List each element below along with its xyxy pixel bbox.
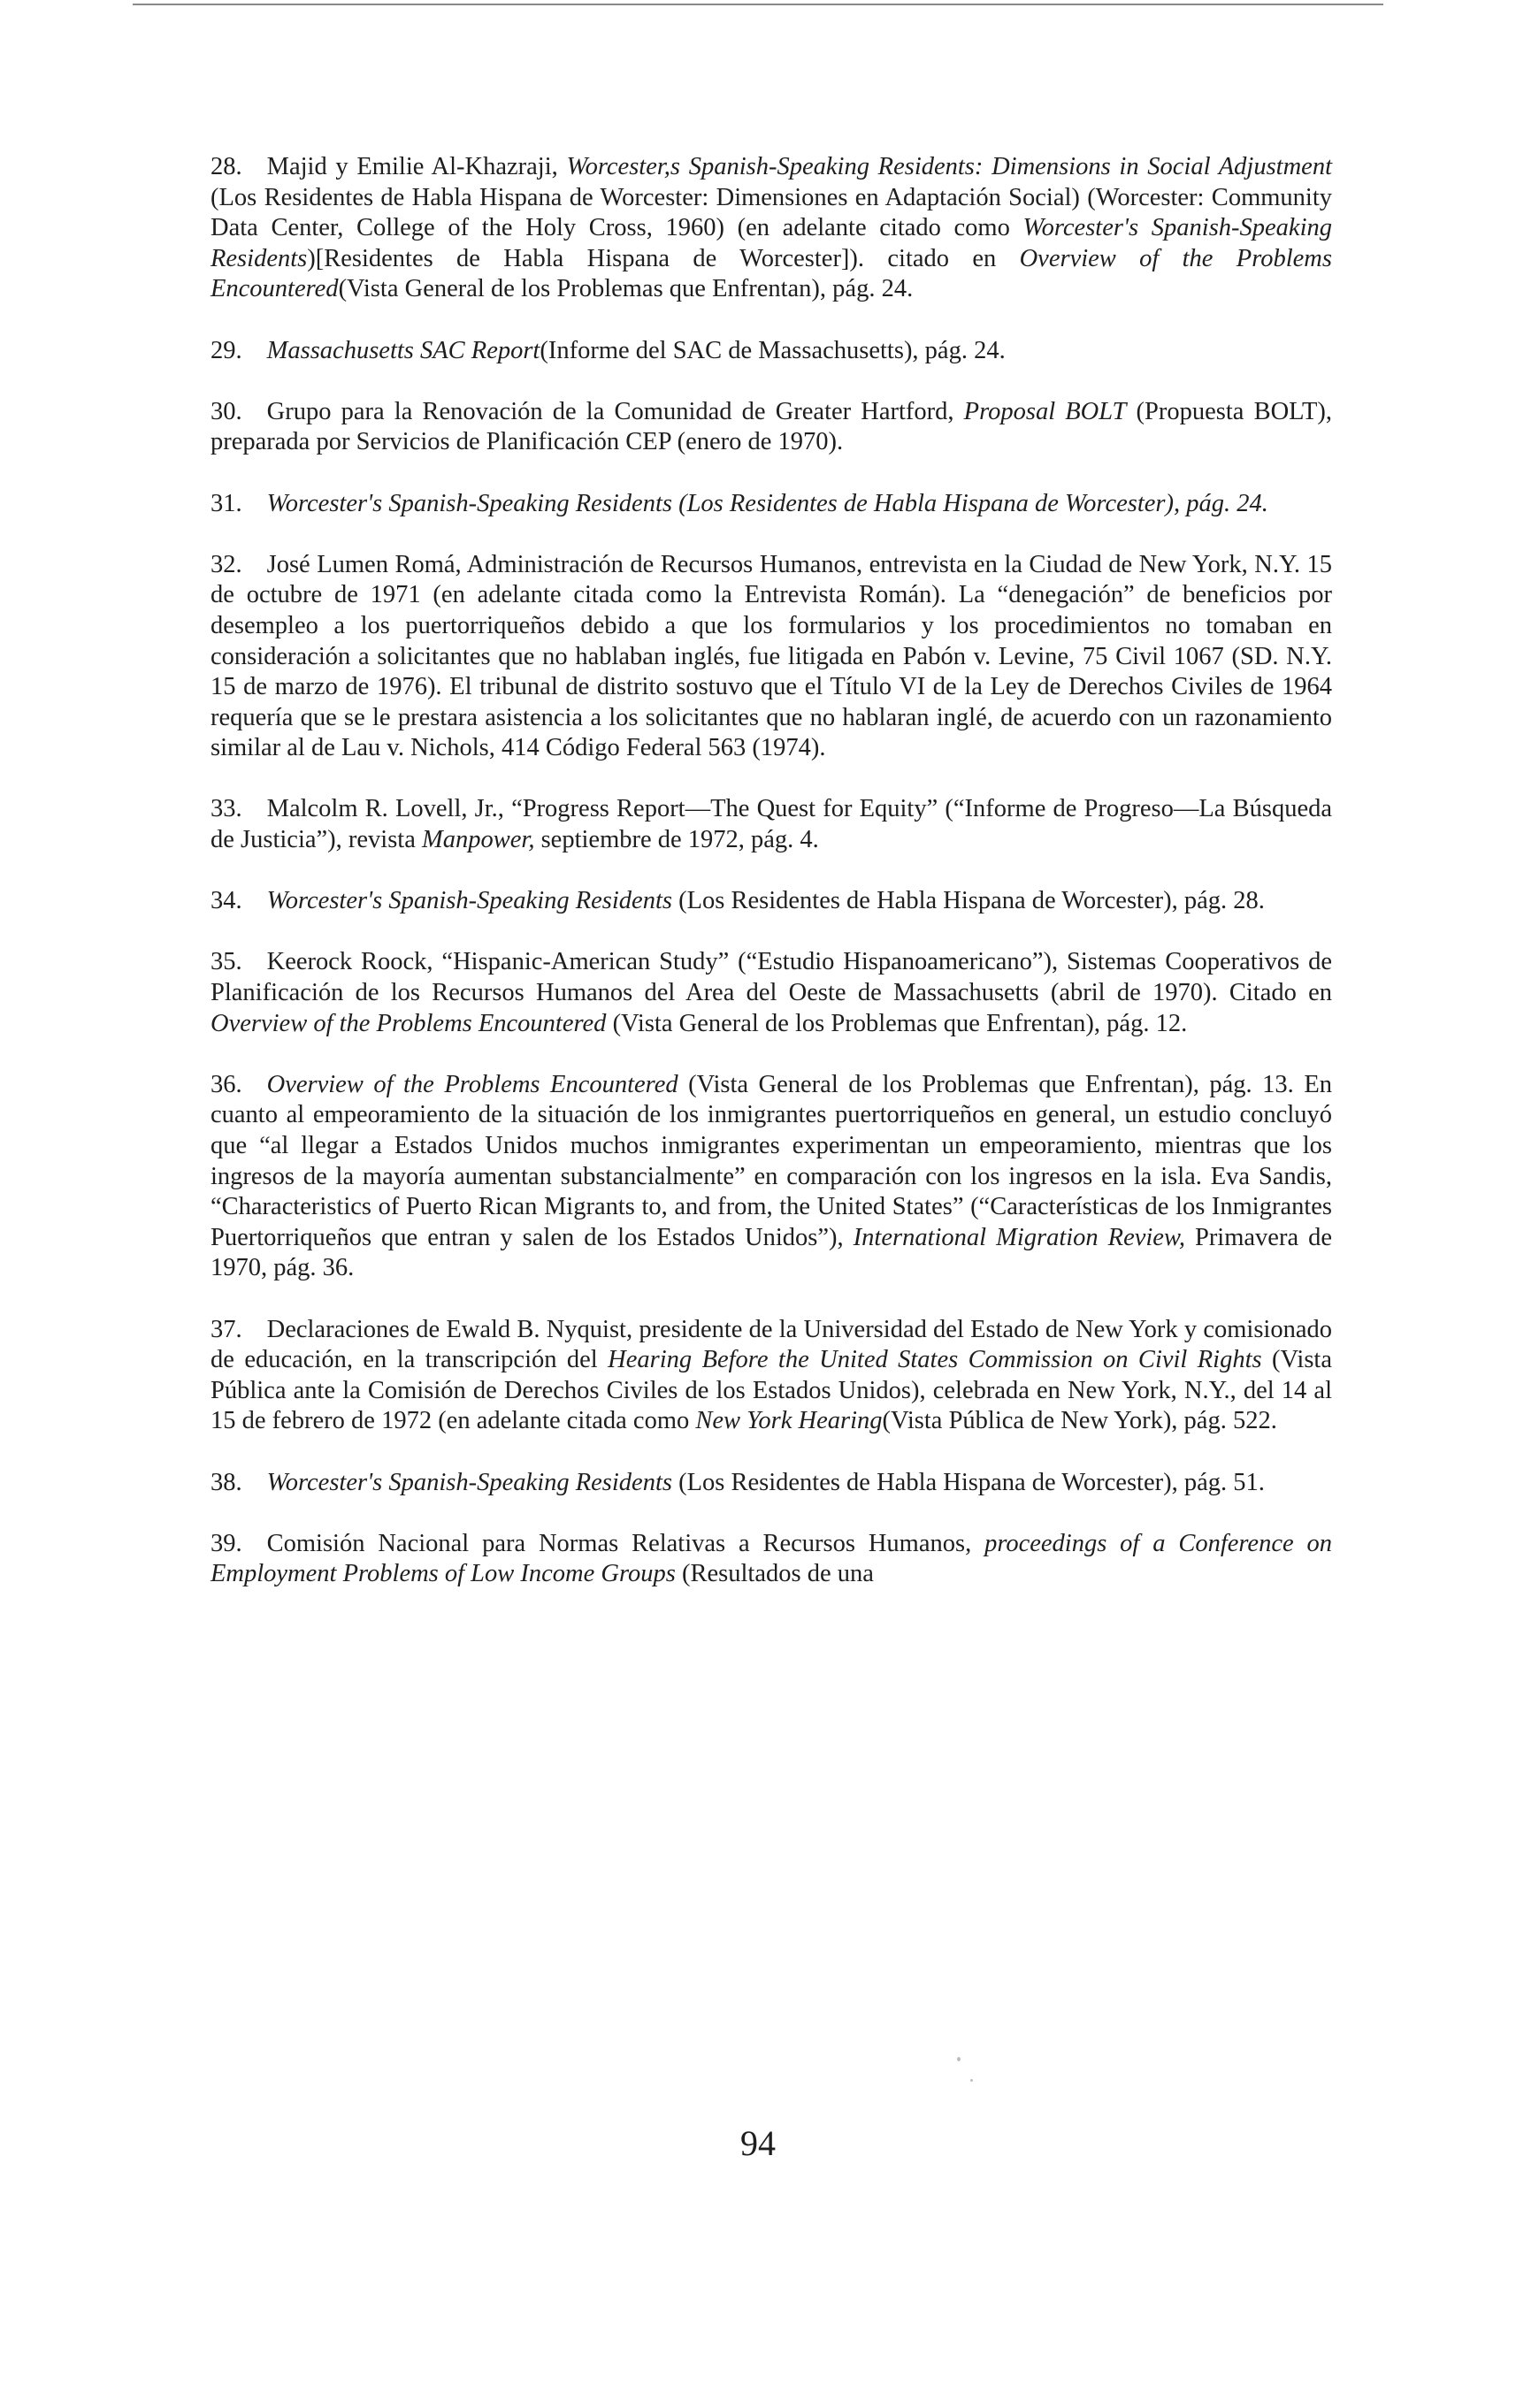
note-title-italic: Manpower,	[422, 826, 535, 854]
note-text: (Vista General de los Problemas que Enfrentan), pág. 24.	[338, 275, 914, 303]
note-title-italic: Hearing Before the United States Commission on Civil Rights	[608, 1346, 1262, 1374]
note-text: (Los Residentes de Habla Hispana de Worcester: Dimensiones en Adaptación Social) (Worcester: Community Data Center, College of the Holy Cross, 1960) (en adelante citado como	[211, 183, 1332, 242]
note-title-italic: Proposal BOLT	[963, 397, 1127, 425]
endnote-38	[211, 1468, 1332, 1499]
endnote-36	[211, 1070, 1332, 1284]
endnote-34	[211, 886, 1332, 917]
note-text: Grupo para la Renovación de la Comunidad de Greater Hartford,	[266, 397, 964, 425]
note-text: (Informe del SAC de Massachusetts), pág. 24.	[540, 336, 1006, 364]
note-number: 32.	[211, 550, 242, 578]
endnote-28	[211, 152, 1332, 305]
note-title-italic: proceedings of a Conference on Employment Problems of Low Income Groups	[211, 1529, 1332, 1588]
note-text: (Resultados de una	[675, 1560, 874, 1588]
note-text: (Vista General de los Problemas que Enfrentan), pág. 12.	[606, 1009, 1188, 1037]
endnotes-list	[211, 152, 1332, 1621]
note-title-italic: Worcester's Spanish-Speaking Residents	[211, 214, 1332, 272]
endnote-31	[211, 489, 1332, 520]
note-text: Primavera de 1970, pág. 36.	[211, 1223, 1332, 1282]
note-text: Malcolm R. Lovell, Jr., “Progress Report—The Quest for Equity” (“Informe de Progreso—La Búsqueda de Justicia”), revista	[211, 795, 1332, 854]
note-title-italic: Worcester's Spanish-Speaking Residents	[266, 887, 672, 915]
note-text: )[Residentes de Habla Hispana de Worcester]). citado en	[307, 244, 1020, 272]
note-number: 38.	[211, 1468, 242, 1496]
note-number: 36.	[211, 1070, 242, 1098]
note-text: Comisión Nacional para Normas Relativas a Recursos Humanos,	[266, 1529, 985, 1557]
note-title-italic: Overview of the Problems Encountered	[211, 1009, 607, 1037]
note-text: (Vista Pública de New York), pág. 522.	[882, 1407, 1277, 1435]
endnote-30	[211, 397, 1332, 458]
note-title-italic: Overview of the Problems Encountered	[211, 244, 1332, 303]
endnote-32	[211, 550, 1332, 764]
note-number: 35.	[211, 948, 242, 976]
note-number: 31.	[211, 489, 242, 517]
scan-top-edge	[133, 4, 1383, 5]
page-number: 94	[740, 2123, 776, 2163]
scan-speck	[970, 2079, 973, 2082]
note-title-italic: New York Hearing	[695, 1407, 883, 1435]
endnote-33	[211, 794, 1332, 855]
note-number: 33.	[211, 795, 242, 823]
note-title-italic: Worcester,s Spanish-Speaking Residents: Dimensions in Social Adjustment	[566, 153, 1332, 180]
note-text: Keerock Roock, “Hispanic-American Study” (“Estudio Hispanoamericano”), Sistemas Cooperativos de Planificación de los Recursos Humanos del Area del Oeste de Massachusetts (abril de 1970). Citado en	[211, 948, 1332, 1007]
note-text: José Lumen Romá, Administración de Recursos Humanos, entrevista en la Ciudad de New York, N.Y. 15 de octubre de 1971 (en adelante citada como la Entrevista Román). La “denegación” de beneficios por desempleo a los puertorriqueños debido a que los formularios y los procedimientos no tomaban en consideración a solicitantes que no hablaban inglés, fue litigada en Pabón v. Levine, 75 Civil 1067 (SD. N.Y. 15 de marzo de 1976). El tribunal de distrito sostuvo que el Título VI de la Ley de Derechos Civiles de 1964 requería que se le prestara asistencia a los solicitantes que no hablaran inglé, de acuerdo con un razonamiento similar al de Lau v. Nichols, 414 Código Federal 563 (1974).	[211, 550, 1332, 762]
note-number: 39.	[211, 1529, 242, 1557]
note-number: 37.	[211, 1315, 242, 1343]
note-title-italic: International Migration Review,	[853, 1223, 1185, 1251]
note-text: (Vista General de los Problemas que Enfrentan), pág. 13. En cuanto al empeoramiento de la situación de los inmigrantes puertorriqueños en general, un estudio concluyó que “al llegar a Estados Unidos muchos inmigrantes experimentan un empeoramiento, mientras que los ingresos de la mayoría aumentan substancialmente” en comparación con los ingresos en la isla. Eva Sandis, “Characteristics of Puerto Rican Migrants to, and from, the United States” (“Características de los Inmigrantes Puertorriqueños que entran y salen de los Estados Unidos”),	[211, 1070, 1332, 1251]
note-text: septiembre de 1972, pág. 4.	[534, 826, 819, 854]
note-title-italic: Worcester's Spanish-Speaking Residents (Los Residentes de Habla Hispana de Worcester), pág. 24.	[266, 489, 1268, 517]
note-number: 34.	[211, 887, 242, 915]
note-text: Majid y Emilie Al-Khazraji,	[266, 153, 567, 180]
note-title-italic: Massachusetts SAC Report	[266, 336, 540, 364]
note-number: 28.	[211, 153, 242, 180]
scan-speck	[957, 2057, 961, 2061]
note-title-italic: Overview of the Problems Encountered	[266, 1070, 678, 1098]
note-number: 29.	[211, 336, 242, 364]
endnote-39	[211, 1529, 1332, 1590]
note-number: 30.	[211, 397, 242, 425]
note-title-italic: Worcester's Spanish-Speaking Residents	[266, 1468, 672, 1496]
note-text: (Vista Pública ante la Comisión de Derechos Civiles de los Estados Unidos), celebrada en New York, N.Y., del 14 al 15 de febrero de 1972 (en adelante citada como	[211, 1346, 1332, 1435]
note-text: (Los Residentes de Habla Hispana de Worcester), pág. 51.	[671, 1468, 1265, 1496]
endnote-37	[211, 1315, 1332, 1437]
endnote-29	[211, 336, 1332, 367]
note-text: (Propuesta BOLT), preparada por Servicios de Planificación CEP (enero de 1970).	[211, 397, 1332, 456]
note-text: Declaraciones de Ewald B. Nyquist, presidente de la Universidad del Estado de New York y comisionado de educación, en la transcripción del	[211, 1315, 1332, 1374]
note-text: (Los Residentes de Habla Hispana de Worcester), pág. 28.	[671, 887, 1265, 915]
endnote-35	[211, 947, 1332, 1039]
